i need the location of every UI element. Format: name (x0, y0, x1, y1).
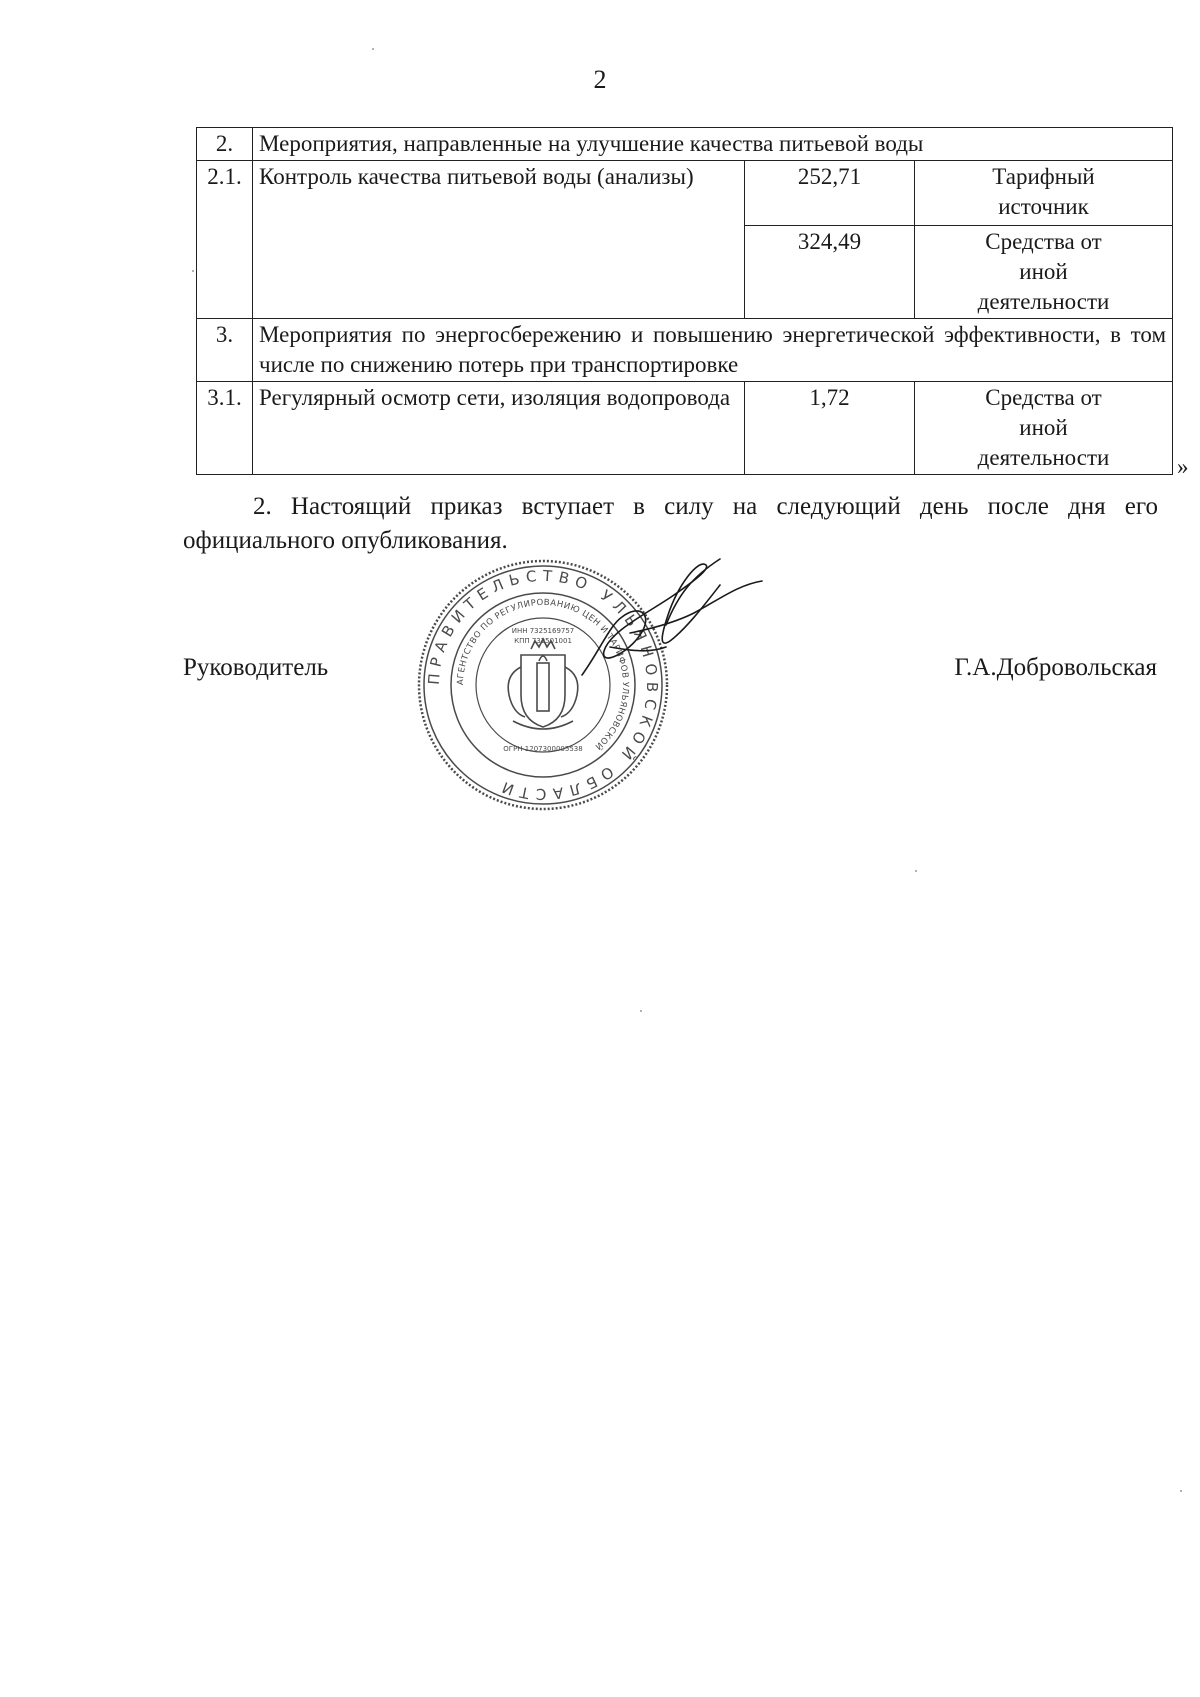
table-row (197, 128, 1173, 161)
funding-source-cell (915, 226, 1173, 319)
amount-cell: 324,49 (745, 226, 915, 319)
table-row (197, 319, 1173, 382)
funding-source: Средства от иной деятельности (977, 385, 1110, 470)
seal-ogrn: ОГРН 1207300005538 (503, 745, 583, 753)
scan-speck (192, 270, 194, 272)
amount-cell: 1,72 (745, 382, 915, 475)
seal-kpp: КПП 732501001 (514, 637, 572, 645)
seal-inner-text: АГЕНТСТВО ПО РЕГУЛИРОВАНИЮ ЦЕН И ТАРИФОВ УЛЬЯНОВСКОЙ (455, 597, 631, 752)
funding-source-cell (915, 161, 1173, 226)
seal-inn: ИНН 7325169757 (511, 627, 575, 635)
row-number: 2. (197, 128, 253, 161)
seal-outer-text: ПРАВИТЕЛЬСТВО УЛЬЯНОВСКОЙ ОБЛАСТИ (424, 566, 662, 804)
effective-date-clause: 2. Настоящий приказ вступает в силу на следующий день после дня его официального опубликования. (183, 493, 1158, 554)
handwritten-signature (570, 555, 770, 685)
row-number: 3. (197, 319, 253, 382)
section-title: Мероприятия по энергосбережению и повышению энергетической эффективности, в том числе по снижению потерь при транспортировке (253, 319, 1173, 382)
table-row (197, 382, 1173, 475)
scan-speck (915, 870, 917, 872)
amount-cell: 252,71 (745, 161, 915, 226)
scan-speck (1180, 1490, 1182, 1492)
funding-source-cell (915, 382, 1173, 475)
measures-table (196, 127, 1173, 475)
row-number: 2.1. (197, 161, 253, 319)
scan-speck (640, 1010, 642, 1012)
measure-name: Регулярный осмотр сети, изоляция водопровода (253, 382, 745, 475)
signatory-name: Г.А.Добровольская (954, 654, 1157, 681)
scan-speck (372, 48, 374, 50)
page-number: 2 (593, 65, 607, 94)
signatory-position: Руководитель (183, 654, 329, 681)
coat-of-arms-icon (508, 639, 578, 729)
row-number: 3.1. (197, 382, 253, 475)
closing-quote: » (1177, 454, 1189, 479)
measure-name: Контроль качества питьевой воды (анализы) (253, 161, 745, 319)
funding-source: Тарифный источник (992, 164, 1095, 219)
table-row (197, 161, 1173, 226)
section-title: Мероприятия, направленные на улучшение качества питьевой воды (253, 128, 1173, 161)
funding-source: Средства от иной деятельности (977, 229, 1110, 314)
